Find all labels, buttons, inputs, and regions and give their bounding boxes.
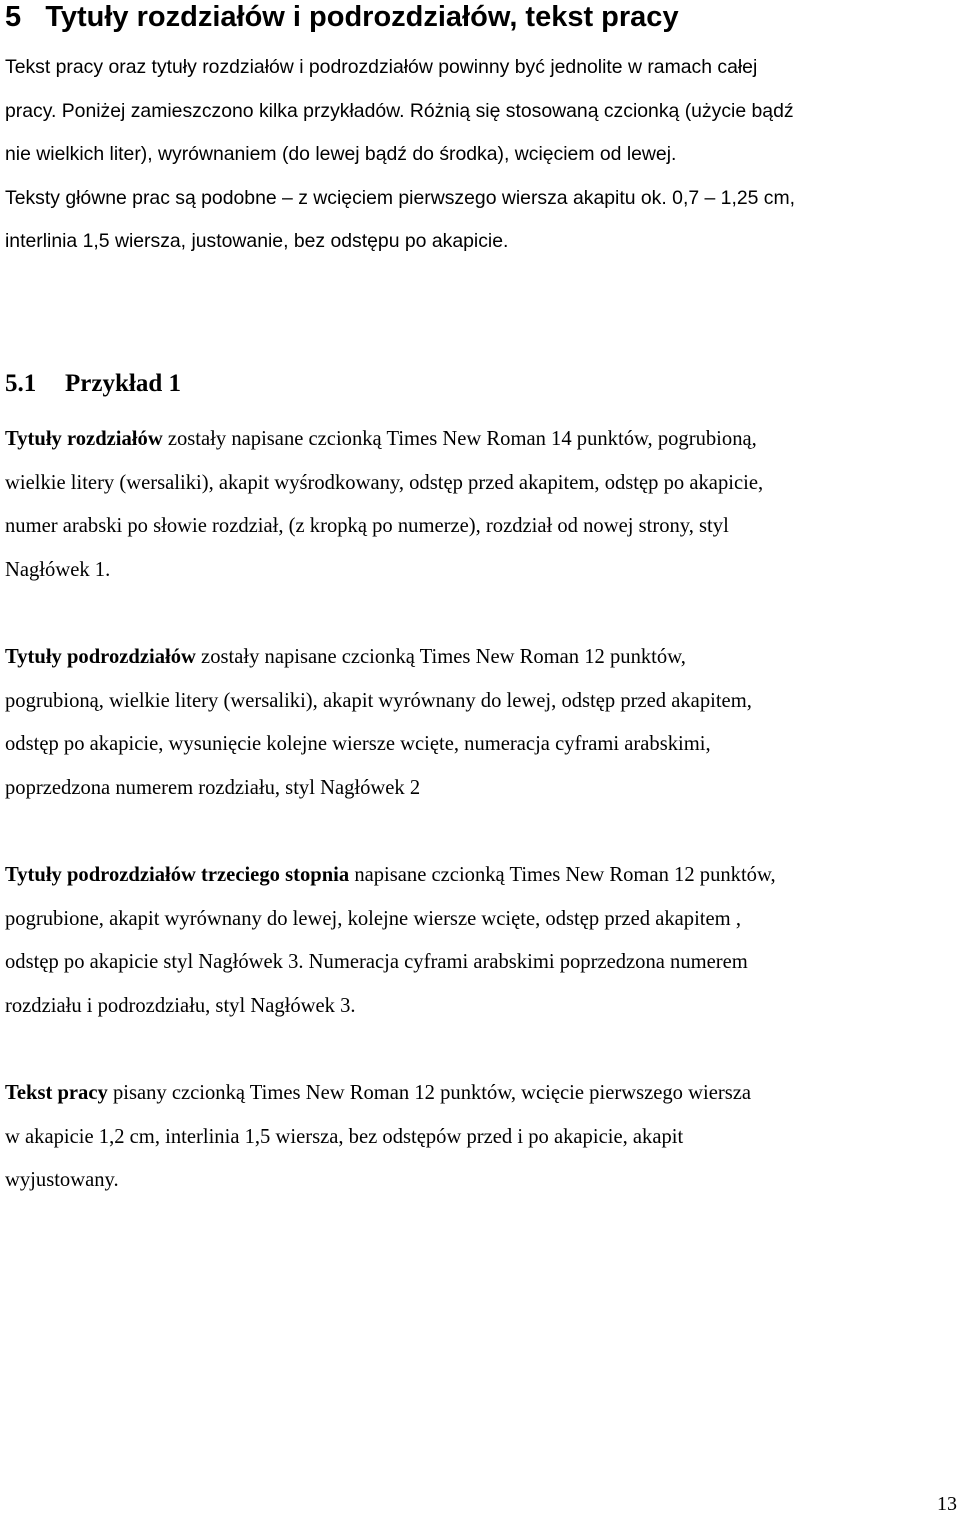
paragraph-line: numer arabski po słowie rozdział, (z kropką po numerze), rozdział od nowej strony, styl — [5, 515, 729, 538]
intro-line-text: Teksty główne prac są podobne – z wcięciem pierwszego wiersza akapitu ok. — [5, 186, 667, 209]
paragraph-text: napisane czcionką Times New Roman 12 punktów, — [349, 864, 776, 886]
intro-paragraph — [5, 46, 795, 264]
section-number: 5.1 — [5, 370, 37, 397]
paragraph-subchapter-titles — [5, 636, 752, 810]
paragraph-text: zostały napisane czcionką Times New Roman 14 punktów, pogrubioną, — [162, 428, 757, 450]
paragraph-line: odstęp po akapicie, wysunięcie kolejne wiersze wcięte, numeracja cyframi arabskimi, — [5, 733, 711, 756]
intro-line — [5, 177, 795, 221]
bold-term: Tytuły podrozdziałów trzeciego stopnia — [5, 864, 350, 886]
paragraph-third-level-titles — [5, 854, 776, 1028]
paragraph-chapter-titles — [5, 418, 763, 592]
intro-line-text: 0,7 – 1,25 cm, — [672, 186, 796, 209]
paragraph-line: wyjustowany. — [5, 1169, 119, 1192]
paragraph-line: poprzedzona numerem rozdziału, styl Nagłówek 2 — [5, 776, 421, 799]
paragraph-text: pisany czcionką Times New Roman 12 punktów, wcięcie pierwszego wiersza — [107, 1082, 751, 1104]
section-heading — [5, 368, 181, 400]
paragraph-body-text — [5, 1072, 751, 1203]
paragraph-line: Nagłówek 1. — [5, 558, 111, 581]
paragraph-line: odstęp po akapicie styl Nagłówek 3. Numeracja cyframi arabskimi poprzedzona numerem — [5, 951, 748, 974]
page-number: 13 — [937, 1493, 957, 1515]
paragraph-line: wielkie litery (wersaliki), akapit wyśrodkowany, odstęp przed akapitem, odstęp po akapicie, — [5, 471, 764, 494]
paragraph-line: w akapicie 1,2 cm, interlinia 1,5 wiersza, bez odstępów przed i po akapicie, akapit — [5, 1125, 684, 1148]
intro-line: pracy. Poniżej zamieszczono kilka przykładów. Różnią się stosowaną czcionką (użycie bądź — [5, 99, 794, 122]
bold-term: Tekst pracy — [5, 1082, 108, 1104]
paragraph-line: pogrubioną, wielkie litery (wersaliki), akapit wyrównany do lewej, odstęp przed akapitem, — [5, 689, 752, 712]
paragraph-line — [5, 636, 752, 680]
paragraph-line — [5, 854, 776, 898]
section-title: Przykład 1 — [65, 370, 181, 397]
paragraph-text: zostały napisane czcionką Times New Roman 12 punktów, — [195, 646, 686, 668]
intro-line: nie wielkich liter), wyrównaniem (do lewej bądź do środka), wcięciem od lewej. — [5, 143, 677, 166]
chapter-title: Tytuły rozdziałów i podrozdziałów, tekst pracy — [45, 1, 679, 33]
intro-line: interlinia 1,5 wiersza, justowanie, bez odstępu po akapicie. — [5, 230, 509, 253]
intro-line: Tekst pracy oraz tytuły rozdziałów i podrozdziałów powinny być jednolite w ramach całej — [5, 56, 758, 78]
chapter-heading — [5, 0, 679, 34]
paragraph-line: pogrubione, akapit wyrównany do lewej, kolejne wiersze wcięte, odstęp przed akapitem , — [5, 907, 741, 930]
paragraph-line — [5, 1072, 751, 1116]
paragraph-line: rozdziału i podrozdziału, styl Nagłówek 3. — [5, 994, 356, 1017]
bold-term: Tytuły rozdziałów — [5, 428, 163, 450]
bold-term: Tytuły podrozdziałów — [5, 646, 196, 668]
paragraph-line — [5, 418, 763, 462]
chapter-number: 5 — [5, 1, 22, 33]
